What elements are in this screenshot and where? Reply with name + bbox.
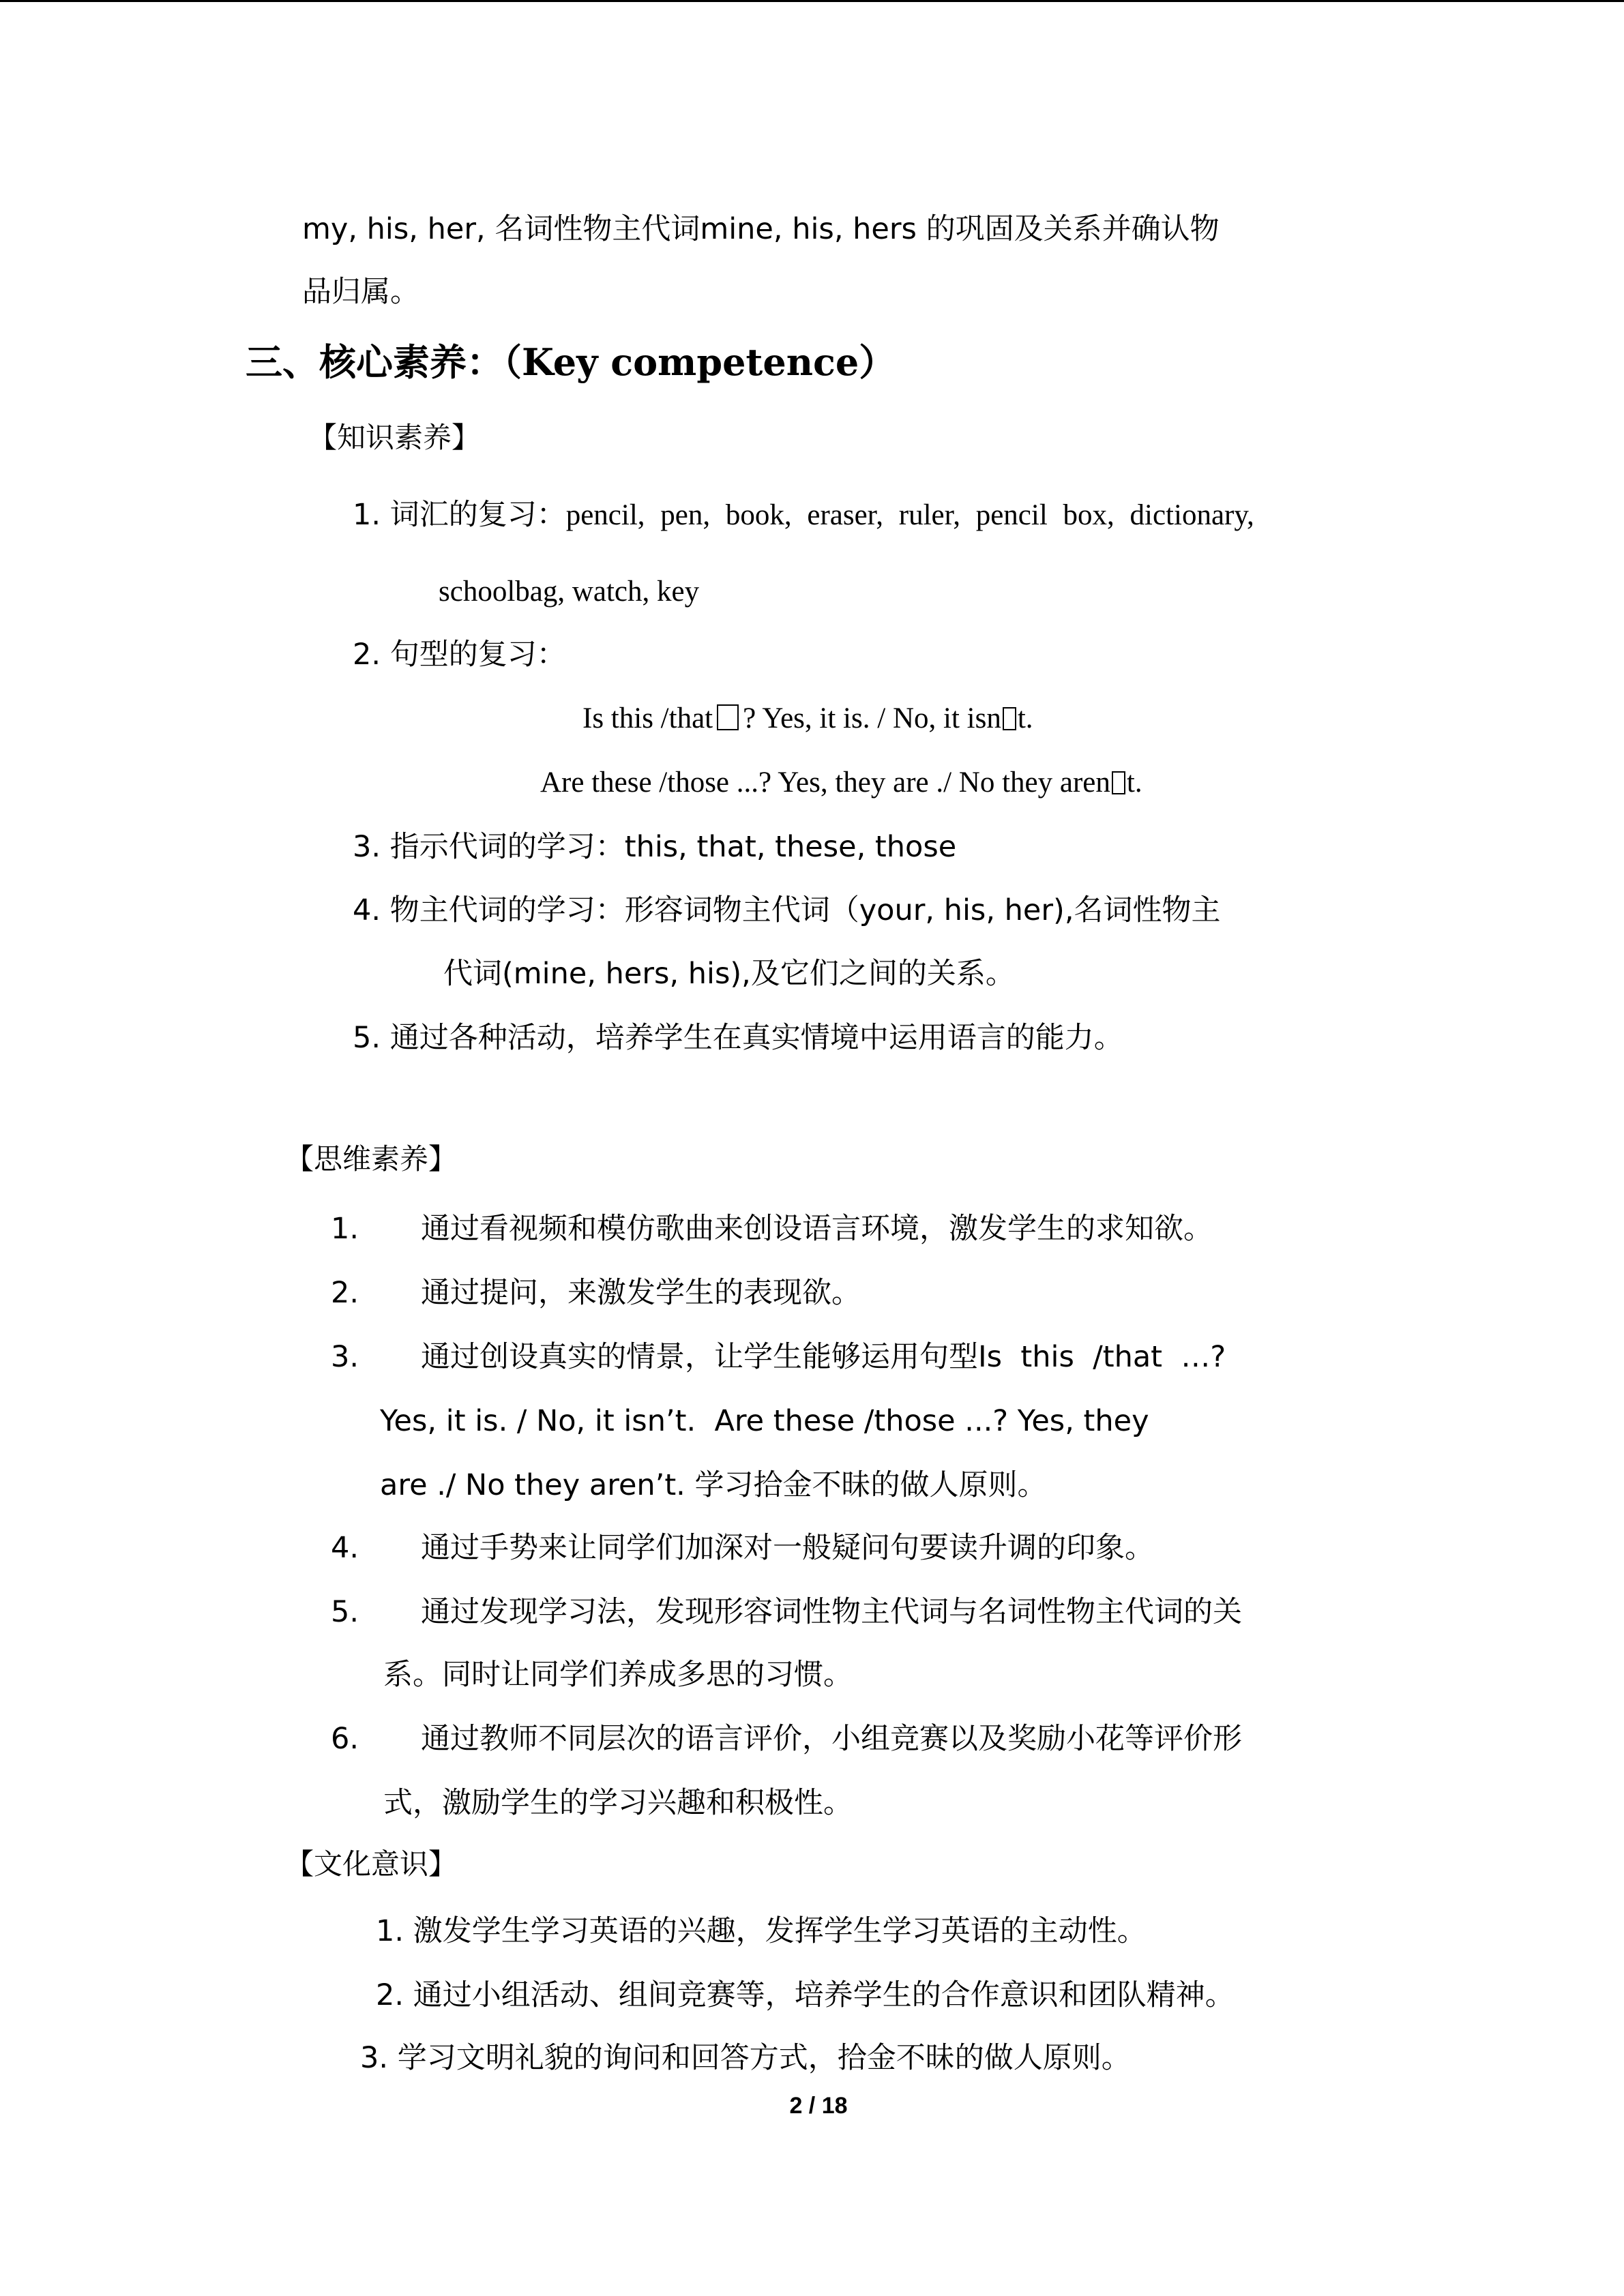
knowledge-item-2: [353, 634, 566, 675]
top-border-line: [0, 0, 1624, 2]
culture-item-1: 1. 激发学生学习英语的兴趣，发挥学生学习英语的主动性。: [376, 1914, 1147, 1948]
thinking-item-4: [331, 1527, 1154, 1568]
knowledge-item-4: [353, 890, 1221, 931]
list-number: 5.: [353, 1021, 381, 1055]
thinking-item-6: [331, 1718, 1242, 1759]
pattern-text: ? Yes, it is. / No, it isn: [743, 702, 1001, 734]
sentence-pattern-1: [582, 698, 1033, 739]
list-number: 5.: [331, 1595, 359, 1629]
thinking-item-3-cont-2: are ./ No they aren’t. 学习拾金不昧的做人原则。: [380, 1468, 1047, 1502]
section-heading: 三、核心素养：（Key competence）: [246, 340, 896, 384]
thinking-item-6-cont: 式，激励学生的学习兴趣和积极性。: [383, 1786, 853, 1820]
list-number: 4.: [353, 893, 381, 927]
list-text: 句型的复习：: [389, 638, 566, 672]
list-text: 通过教师不同层次的语言评价，小组竞赛以及奖励小花等评价形: [421, 1722, 1242, 1756]
culture-item-2: 2. 通过小组活动、组间竞赛等，培养学生的合作意识和团队精神。: [376, 1978, 1235, 2012]
list-text: 通过创设真实的情景，让学生能够运用句型Is this /that …?: [421, 1340, 1226, 1374]
sentence-pattern-2: [540, 762, 1142, 803]
thinking-item-3: [331, 1337, 1226, 1377]
missing-glyph-box: [1003, 707, 1016, 730]
pattern-text: Are these /those ...? Yes, they are ./ No they aren: [540, 766, 1110, 799]
thinking-item-5: [331, 1592, 1242, 1632]
thinking-item-1: [331, 1208, 1213, 1249]
culture-title: 【文化意识】: [285, 1847, 458, 1881]
intro-line-1: my, his, her, 名词性物主代词mine, his, hers 的巩固及关系并确认物: [302, 212, 1220, 246]
list-number: 3.: [353, 830, 381, 864]
knowledge-item-1-cont: schoolbag, watch, key: [439, 576, 700, 608]
list-text: 通过发现学习法，发现形容词性物主代词与名词性物主代词的关: [421, 1595, 1242, 1629]
list-text: 通过手势来让同学们加深对一般疑问句要读升调的印象。: [421, 1531, 1154, 1565]
list-number: 2.: [353, 638, 381, 672]
list-number: 3.: [331, 1340, 359, 1374]
page-number: 2 / 18: [789, 2093, 848, 2119]
knowledge-item-4-cont: 代词(mine, hers, his),及它们之间的关系。: [443, 957, 1015, 991]
pattern-text: t.: [1017, 702, 1033, 734]
knowledge-item-5: [353, 1017, 1123, 1058]
list-number: 2.: [331, 1276, 359, 1310]
knowledge-item-1: [353, 494, 1254, 536]
list-text: 通过看视频和模仿歌曲来创设语言环境，激发学生的求知欲。: [421, 1212, 1213, 1246]
culture-item-3: 3. 学习文明礼貌的询问和回答方式，拾金不昧的做人原则。: [360, 2041, 1131, 2075]
thinking-item-2: [331, 1272, 861, 1313]
thinking-title: 【思维素养】: [285, 1142, 458, 1176]
pattern-text: Is this /that: [582, 702, 713, 734]
list-text: 通过各种活动，培养学生在真实情境中运用语言的能力。: [389, 1021, 1123, 1055]
list-number: 1.: [331, 1212, 359, 1246]
list-text: 通过提问，来激发学生的表现欲。: [421, 1276, 861, 1310]
pattern-text: t.: [1126, 766, 1142, 799]
missing-glyph-box: [1112, 771, 1125, 794]
list-text: 指示代词的学习：this, that, these, those: [389, 830, 957, 864]
list-number: 6.: [331, 1722, 359, 1756]
thinking-item-5-cont: 系。同时让同学们养成多思的习惯。: [383, 1658, 853, 1692]
intro-line-2: 品归属。: [302, 275, 419, 309]
list-text: 词汇的复习：pencil, pen, book, eraser, ruler, pencil box, dictionary,: [389, 499, 1254, 531]
thinking-item-3-cont-1: Yes, it is. / No, it isn’t. Are these /those ...? Yes, they: [380, 1404, 1149, 1438]
missing-glyph-box: [717, 704, 739, 730]
knowledge-item-3: [353, 826, 956, 867]
list-text: 物主代词的学习：形容词物主代词（your, his, her),名词性物主: [389, 893, 1221, 927]
list-number: 4.: [331, 1531, 359, 1565]
list-number: 1.: [353, 498, 381, 532]
knowledge-title: 【知识素养】: [308, 421, 481, 454]
